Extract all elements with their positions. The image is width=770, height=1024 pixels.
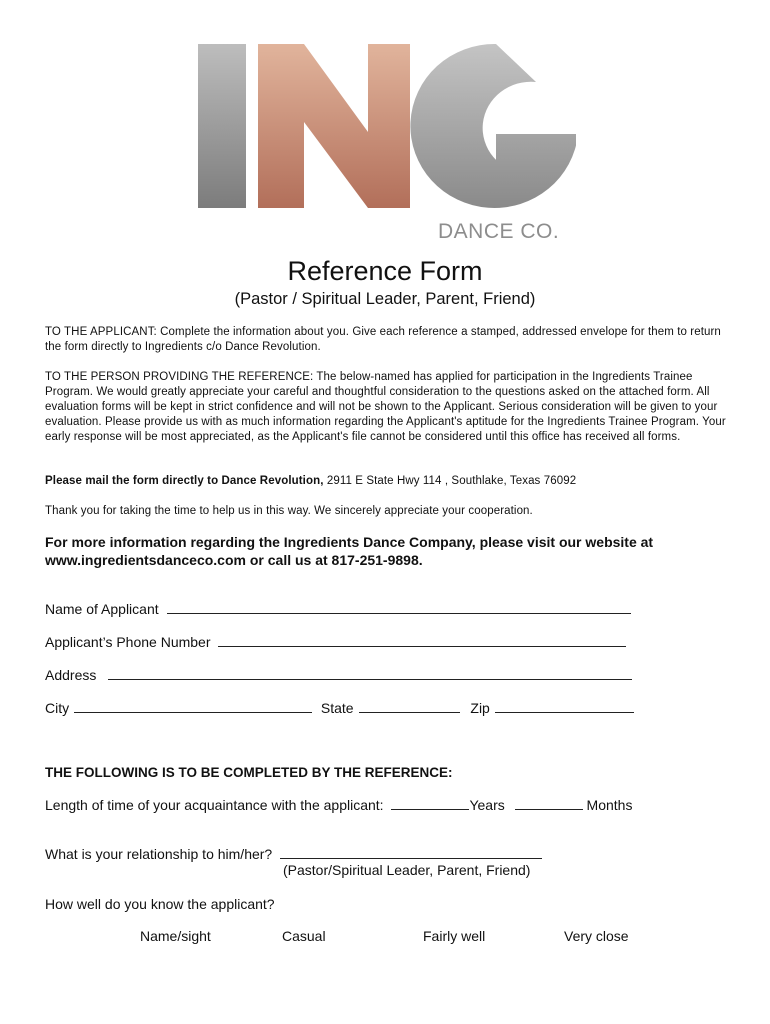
name-label: Name of Applicant xyxy=(45,601,159,617)
relationship-input-line[interactable] xyxy=(280,846,542,859)
address-input-line[interactable] xyxy=(108,667,632,680)
form-subtitle: (Pastor / Spiritual Leader, Parent, Friend) xyxy=(234,290,536,308)
option-name-sight[interactable]: Name/sight xyxy=(140,928,211,944)
city-label: City xyxy=(45,700,70,716)
state-label: State xyxy=(320,700,354,716)
option-casual[interactable]: Casual xyxy=(282,928,326,944)
zip-input-line[interactable] xyxy=(495,700,634,713)
logo-subtitle: DANCE CO. xyxy=(438,220,560,243)
reference-section-heading: THE FOLLOWING IS TO BE COMPLETED BY THE REFERENCE: xyxy=(45,765,453,780)
mail-instructions-bold: Please mail the form directly to Dance Revolution, xyxy=(45,475,324,487)
relationship-label: What is your relationship to him/her? xyxy=(45,846,273,862)
reference-instructions: TO THE PERSON PROVIDING THE REFERENCE: The below-named has applied for participation in the Ingredients Trainee Program. We would greatly appreciate your careful and thoughtful consideration to the questions asked on the attached form. All evaluation forms will be kept in strict confidence and will not be shown to the Applicant. Serious consideration will be given to your evaluation. Please provide us with as much information regarding the Applicant's aptitude for the Ingredients Trainee Program. Your early response will be most appreciated, as the Applicant's file cannot be considered until this office has received all forms. xyxy=(45,371,726,443)
thank-you-note: Thank you for taking the time to help us in this way. We sincerely appreciate your cooperation. xyxy=(45,505,533,517)
acquaintance-length-row xyxy=(45,797,632,813)
months-input-line[interactable] xyxy=(515,797,583,810)
know-applicant-label: How well do you know the applicant? xyxy=(45,896,275,912)
mail-address: 2911 E State Hwy 114 , Southlake, Texas 76092 xyxy=(323,475,577,487)
mail-instructions xyxy=(45,474,735,489)
address-field-row xyxy=(45,667,632,683)
state-input-line[interactable] xyxy=(359,700,460,713)
address-label: Address xyxy=(45,667,97,683)
option-very-close[interactable]: Very close xyxy=(564,928,629,944)
know-applicant-row xyxy=(45,896,275,912)
applicant-instructions: TO THE APPLICANT: Complete the information about you. Give each reference a stamped, addressed envelope for them to return the form directly to Ingredients c/o Dance Revolution. xyxy=(45,326,721,353)
phone-input-line[interactable] xyxy=(218,634,626,647)
form-title: Reference Form xyxy=(287,256,483,286)
name-input-line[interactable] xyxy=(167,601,631,614)
phone-label: Applicant’s Phone Number xyxy=(45,634,211,650)
relationship-hint: (Pastor/Spiritual Leader, Parent, Friend) xyxy=(283,862,531,878)
acquaintance-length-label: Length of time of your acquaintance with the applicant: xyxy=(45,797,384,813)
years-input-line[interactable] xyxy=(391,797,469,810)
relationship-row xyxy=(45,846,542,862)
city-input-line[interactable] xyxy=(74,700,312,713)
zip-label: Zip xyxy=(470,700,490,716)
option-fairly-well[interactable]: Fairly well xyxy=(423,928,486,944)
more-info-note: For more information regarding the Ingredients Dance Company, please visit our website at www.ingredientsdanceco.com or call us at 817-251-9898. xyxy=(45,534,654,568)
city-state-zip-row xyxy=(45,700,634,716)
years-label: Years xyxy=(469,797,505,813)
ing-dance-co-logo xyxy=(196,42,576,242)
phone-field-row xyxy=(45,634,626,650)
months-label: Months xyxy=(586,797,633,813)
name-field-row xyxy=(45,601,631,617)
